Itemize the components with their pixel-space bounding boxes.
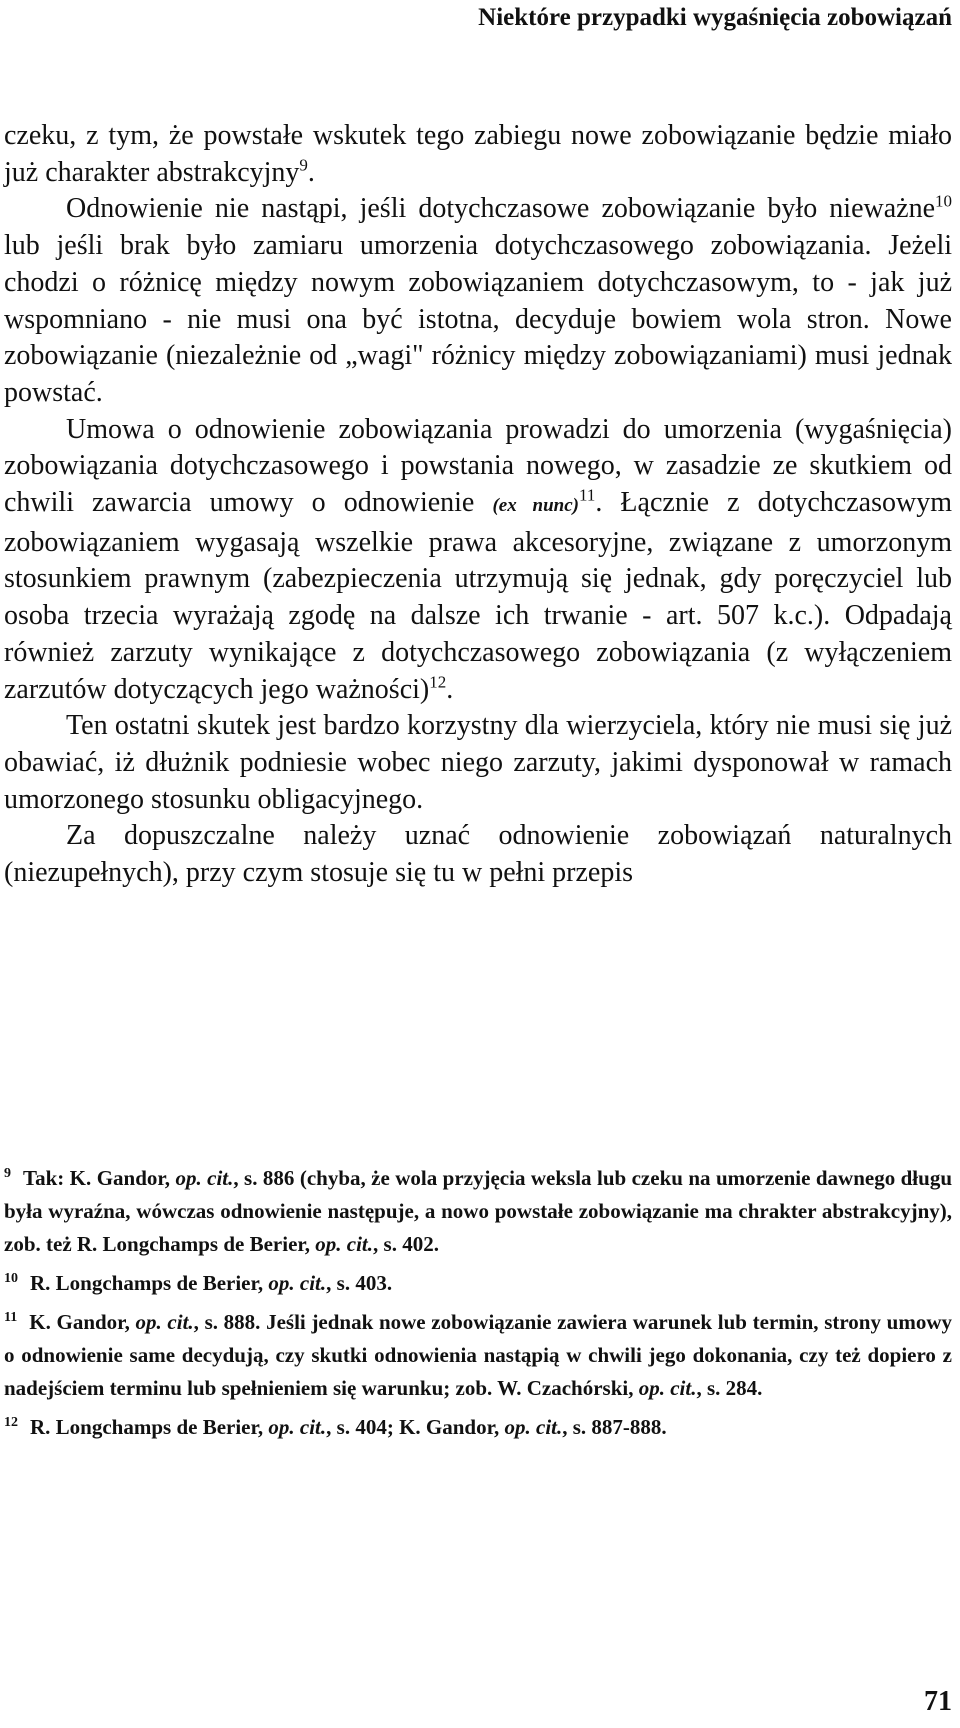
paragraph-3: Umowa o odnowienie zobowiązania prowadzi do umorzenia (wygaśnięcia) zobowiązania dotychczasowego i powstania nowego, w zasadzie ze skutkiem od chwili zawarcia umowy o odnowienie (ex nunc)$^{11}$. Łącznie z dotychczasowym zobowiązaniem wygasają wszelkie prawa akcesoryjne, związane z umorzonym stosunkiem prawnym (zabezpieczenia utrzymują się jednak, gdy poręczyciel lub osoba trzecia wyrażają zgodę na dalsze ich trwanie - art. 507 k.c.). Odpadają również zarzuty wynikające z dotychczasowego zobowiązania (z wyłączeniem zarzutów dotyczących jego ważności)$^{12}$. bbox=[4, 413, 952, 705]
main-text bbox=[4, 118, 952, 892]
footnote-11: $^{11}$ K. Gandor, op. cit., s. 888. Jeśli jednak nowe zobowiązanie zawiera warunek lub termin, strony umowy o odnowienie same decydują, czy skutki odnowienia nastąpią w chwili jego dokonania, czy też dopiero z nadejściem terminu lub spełnieniem się warunku; zob. W. Czachórski, op. cit., s. 284. bbox=[4, 1310, 952, 1400]
footnote-number: 11 bbox=[4, 1310, 18, 1325]
page-number: 71 bbox=[924, 1686, 952, 1717]
footnote-ref-9[interactable]: 9 bbox=[299, 155, 308, 175]
footnote-ref-12[interactable]: 12 bbox=[429, 672, 447, 692]
footnote-9: $^9$ Tak: K. Gandor, op. cit., s. 886 (chyba, że wola przyjęcia weksla lub czeku na umorzenie dawnego długu była wyraźna, wówczas odnowienie następuje, a nowo powstałe zobowiązanie ma chrakter abstrakcyjny), zob. też R. Longchamps de Berier, op. cit., s. 402. bbox=[4, 1166, 952, 1256]
footnote-ref-11[interactable]: 11 bbox=[578, 485, 596, 505]
footnote-number: 9 bbox=[4, 1166, 11, 1181]
paragraph-4: Ten ostatni skutek jest bardzo korzystny dla wierzyciela, który nie musi się już obawiać, iż dłużnik podniesie wobec niego zarzuty, jakimi dysponował w ramach umorzonego stosunku obligacyjnego. bbox=[4, 710, 952, 815]
footnote-12: $^{12}$ R. Longchamps de Berier, op. cit., s. 404; K. Gandor, op. cit., s. 887-888. bbox=[4, 1415, 667, 1439]
footnotes bbox=[4, 1162, 952, 1450]
footnote-number: 10 bbox=[4, 1271, 18, 1286]
running-header: Niektóre przypadki wygaśnięcia zobowiązań bbox=[478, 4, 952, 31]
ex-nunc-term: (ex nunc) bbox=[492, 495, 579, 517]
paragraph-1: czeku, z tym, że powstałe wskutek tego zabiegu nowe zobowiązanie będzie miało już charakter abstrakcyjny$^9$. bbox=[4, 120, 952, 188]
footnote-number: 12 bbox=[4, 1415, 18, 1430]
footnote-10: $^{10}$ R. Longchamps de Berier, op. cit., s. 403. bbox=[4, 1271, 393, 1295]
footnote-ref-10[interactable]: 10 bbox=[935, 192, 952, 212]
paragraph-5: Za dopuszczalne należy uznać odnowienie zobowiązań naturalnych (niezupełnych), przy czym stosuje się tu w pełni przepis bbox=[4, 820, 952, 889]
paragraph-2: Odnowienie nie nastąpi, jeśli dotychczasowe zobowiązanie było nieważne$^{10}$ lub jeśli brak było zamiaru umorzenia dotychczasowego zobowiązania. Jeżeli chodzi o różnicę między nowym zobowiązaniem dotychczasowym, to - jak już wspomniano - nie musi ona być istotna, decyduje bowiem wola stron. Nowe zobowiązanie (niezależnie od „wagi" różnicy między zobowiązaniami) musi jednak powstać. bbox=[4, 192, 952, 408]
